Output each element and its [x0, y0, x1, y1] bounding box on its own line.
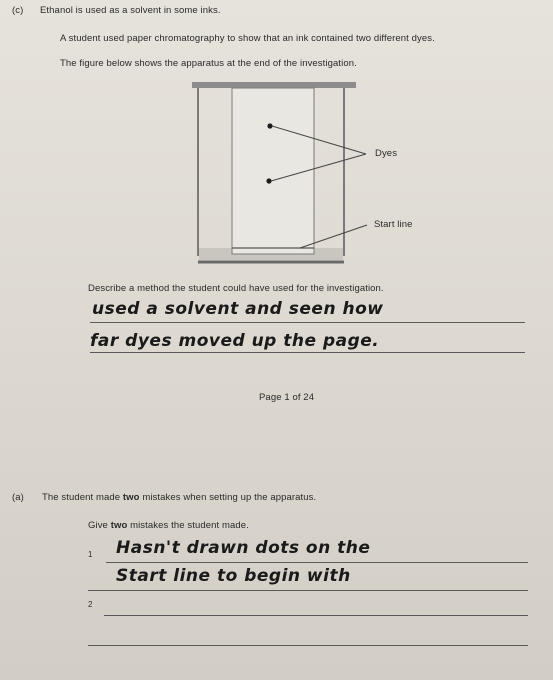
mistake-2-answer-line: [104, 615, 528, 616]
beaker-lid: [192, 82, 356, 88]
part-a-label: (a): [12, 492, 24, 503]
handwritten-mistake-1-line-2: Start line to begin with: [116, 566, 351, 586]
chromatography-paper: [232, 88, 314, 254]
part-c-label: (c): [12, 5, 24, 16]
part-c-context: A student used paper chromatography to show that an ink contained two different dyes.: [60, 33, 435, 44]
part-c-question: Describe a method the student could have used for the investigation.: [88, 283, 384, 294]
page-number: Page 1 of 24: [259, 392, 315, 403]
dye-spot-upper: [267, 123, 272, 128]
mistake-1-answer-line: [106, 562, 528, 563]
part-a-instruction: Give two mistakes the student made.: [88, 520, 249, 531]
mistake-number-1: 1: [88, 550, 93, 559]
mistake-1-answer-line-2: [88, 590, 528, 591]
handwritten-answer-line-2: far dyes moved up the page.: [90, 331, 380, 351]
figure-reference: The figure below shows the apparatus at the end of the investigation.: [60, 58, 357, 69]
mistake-number-2: 2: [88, 600, 93, 609]
part-a-intro: The student made two mistakes when setting up the apparatus.: [42, 492, 317, 503]
start-line-label: Start line: [374, 219, 413, 230]
answer-line-1: [90, 322, 525, 323]
handwritten-answer-line-1: used a solvent and seen how: [92, 299, 384, 319]
dyes-label: Dyes: [375, 148, 398, 159]
mistake-2-answer-line-2: [88, 645, 528, 646]
dye-spot-lower: [266, 178, 271, 183]
answer-line-2: [90, 352, 525, 353]
handwritten-mistake-1-line-1: Hasn't drawn dots on the: [116, 538, 371, 558]
part-c-intro: Ethanol is used as a solvent in some inks.: [40, 5, 221, 16]
